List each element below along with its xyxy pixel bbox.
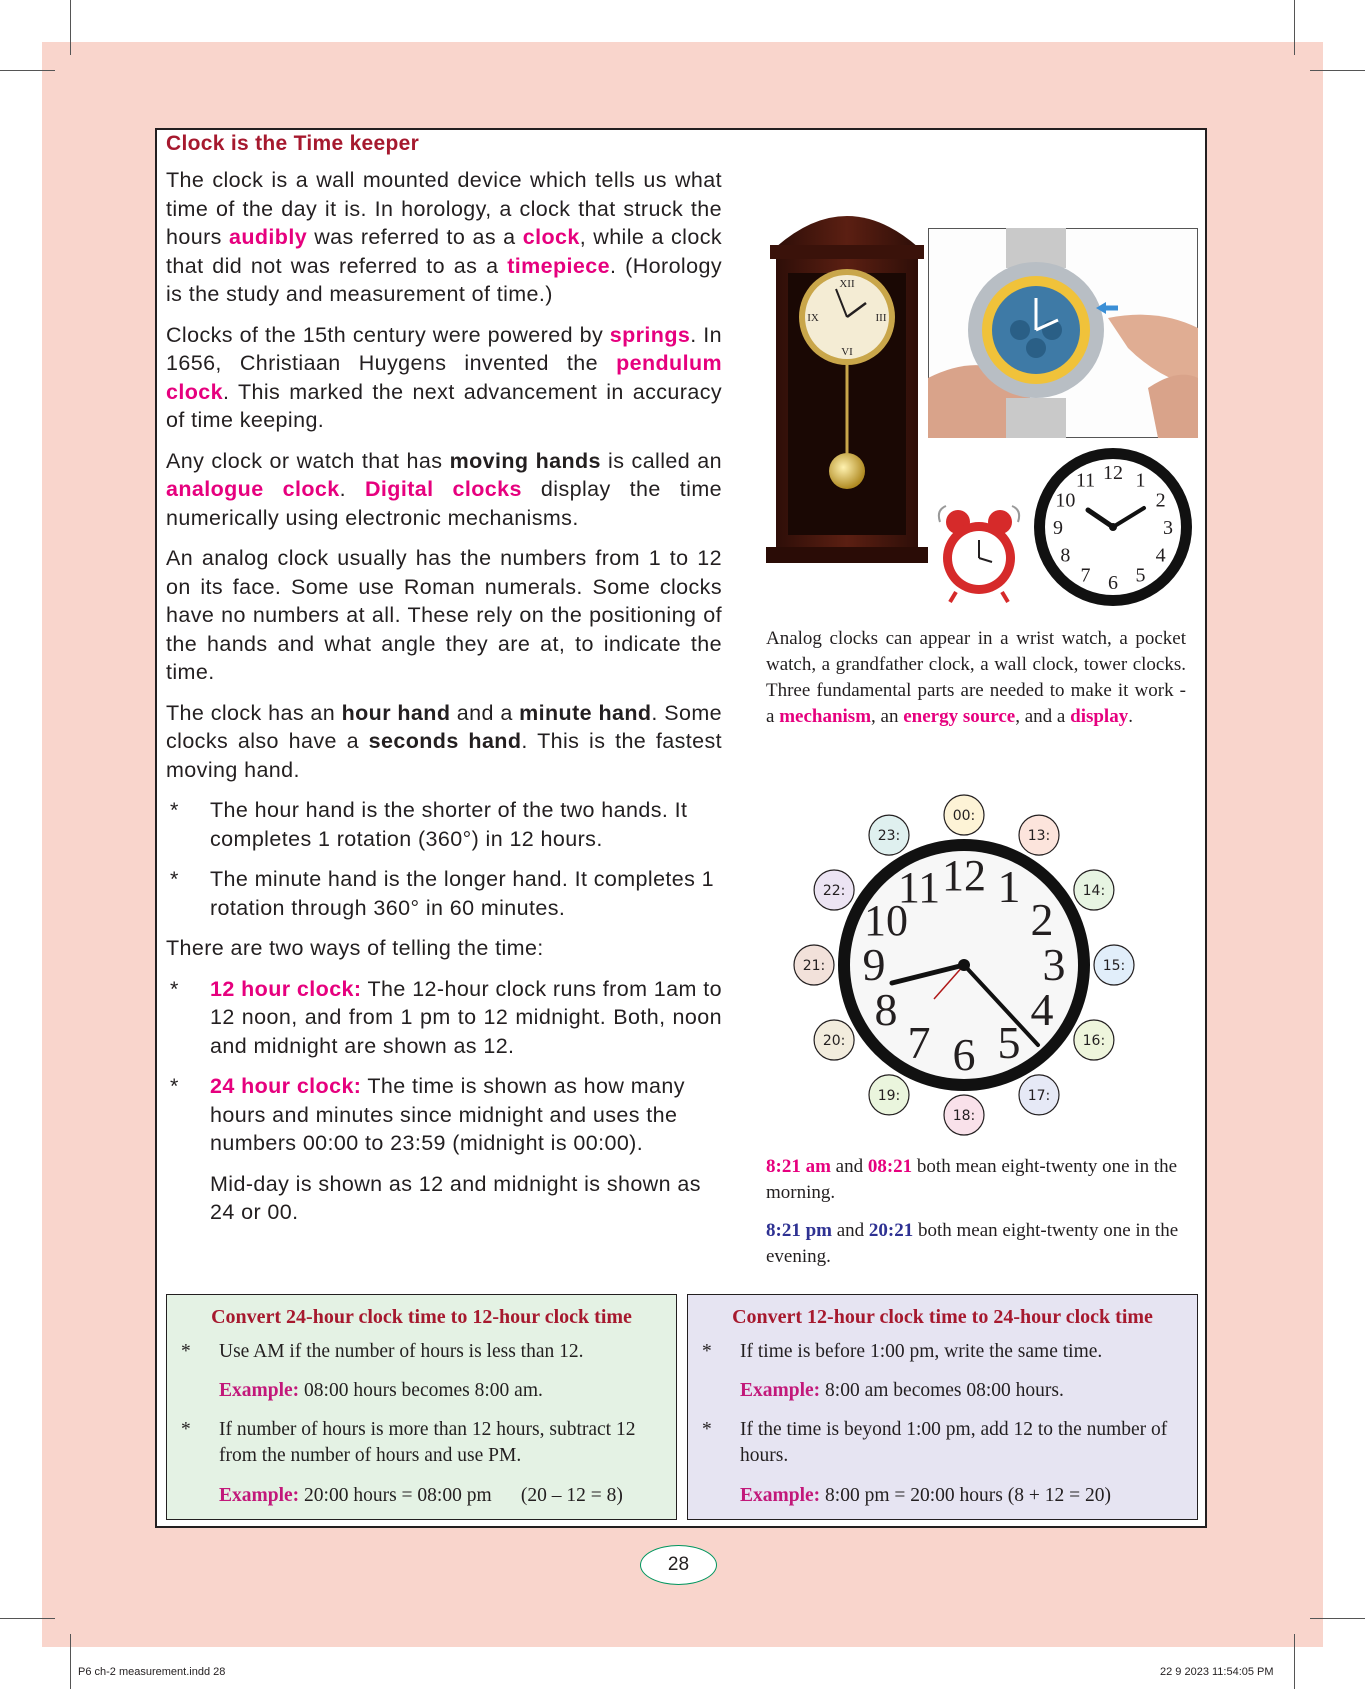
clock-numeral: 5: [997, 1016, 1021, 1068]
convert-right-example-1: Example: 8:00 am becomes 08:00 hours.: [740, 1380, 1064, 1401]
midday-note: Mid-day is shown as 12 and midnight is shown as 24 or 00.: [210, 1171, 701, 1224]
alarm-clock-illustration: [934, 500, 1024, 604]
bullet-12-hour: * 12 hour clock: The 12-hour clock runs from 1am to 12 noon, and from 1 pm to 12 midnight. Both, noon and midnight are shown as 12.: [170, 976, 722, 1058]
clock-numeral: 2: [1030, 894, 1054, 945]
24-hour-clock-diagram: [786, 787, 1142, 1143]
hour-badge: [1094, 945, 1134, 985]
svg-text:15:: 15:: [1102, 958, 1126, 974]
clock-numeral: 6: [952, 1029, 976, 1080]
hour-badge: [794, 945, 834, 985]
hour-badge: [1074, 870, 1114, 910]
svg-text:14:: 14:: [1082, 883, 1106, 899]
hour-badge: [1019, 815, 1059, 855]
svg-text:17:: 17:: [1027, 1087, 1051, 1104]
slug-file-info: P6 ch-2 measurement.indd 28: [78, 1666, 226, 1678]
clock-numeral: 10: [864, 896, 909, 945]
paragraph-history: Clocks of the 15th century were powered by springs. In 1656, Christiaan Huygens invented the pendulum clock. This marked the next advancement in accuracy of time keeping.: [166, 322, 722, 432]
svg-text:18:: 18:: [952, 1108, 976, 1124]
wall-clock-numeral: 10: [1055, 489, 1076, 512]
svg-text:22:: 22:: [822, 883, 846, 899]
wall-clock-numeral: 2: [1155, 489, 1166, 512]
hour-badge: [944, 1095, 984, 1135]
crop-mark: [1294, 0, 1295, 55]
svg-text:21:: 21:: [802, 958, 826, 974]
wall-clock-numeral: 12: [1103, 462, 1123, 484]
slug-date-info: 22 9 2023 11:54:05 PM: [1160, 1666, 1274, 1678]
convert-right-example-2: Example: 8:00 pm = 20:00 hours (8 + 12 = 20): [740, 1485, 1111, 1506]
svg-text:IX: IX: [807, 312, 819, 324]
wall-clock-numeral: 9: [1053, 517, 1063, 539]
hour-badge: [814, 1020, 854, 1060]
svg-text:23:: 23:: [877, 828, 901, 845]
convert-left-rule-2: * If number of hours is more than 12 hours, subtract 12 from the number of hours and use PM.: [181, 1419, 636, 1466]
clock-numeral: 12: [942, 851, 986, 900]
crop-mark: [1294, 1634, 1295, 1689]
clock-numeral: 1: [997, 861, 1021, 913]
wall-clock-numeral: 6: [1108, 572, 1118, 594]
svg-text:13:: 13:: [1027, 828, 1051, 845]
evening-time-note: 8:21 pm and 20:21 both mean eight-twenty one in the evening.: [766, 1220, 1179, 1267]
wall-clock-numeral: 7: [1080, 564, 1091, 587]
svg-text:20:: 20:: [822, 1033, 846, 1049]
clock-numeral: 3: [1042, 939, 1066, 990]
convert-right-title: Convert 12-hour clock time to 24-hour clock time: [732, 1306, 1153, 1328]
hour-badge: [869, 1075, 909, 1115]
svg-text:00:: 00:: [952, 808, 976, 824]
convert-left-example-1: Example: 08:00 hours becomes 8:00 am.: [219, 1380, 543, 1401]
convert-right-rule-1: * If time is before 1:00 pm, write the same time.: [702, 1341, 1103, 1362]
hour-badge: [1074, 1020, 1114, 1060]
wall-clock-numeral: 11: [1075, 469, 1096, 492]
crop-mark: [0, 1618, 55, 1619]
wall-clock-illustration: [1032, 446, 1194, 608]
crop-mark: [1310, 70, 1365, 71]
convert-left-title: Convert 24-hour clock time to 12-hour clock time: [211, 1306, 632, 1328]
crop-mark: [70, 0, 71, 55]
crop-mark: [0, 70, 55, 71]
hour-badge: [944, 795, 984, 835]
page-number: 28: [640, 1545, 717, 1585]
bullet-minute-hand: * The minute hand is the longer hand. It completes 1 rotation through 360° in 60 minutes.: [170, 867, 715, 920]
morning-time-note: 8:21 am and 08:21 both mean eight-twenty one in the morning.: [766, 1156, 1178, 1203]
hour-badge: [814, 870, 854, 910]
bullet-hour-hand: * The hour hand is the shorter of the two hands. It completes 1 rotation (360°) in 12 hours.: [170, 798, 688, 851]
wrist-watch-illustration: [928, 228, 1198, 438]
section-heading: Clock is the Time keeper: [166, 132, 420, 155]
convert-left-rule-1: * Use AM if the number of hours is less than 12.: [181, 1341, 584, 1362]
paragraph-two-ways: There are two ways of telling the time:: [166, 936, 544, 960]
svg-text:19:: 19:: [877, 1087, 901, 1104]
bullet-24-hour: * 24 hour clock: The time is shown as how many hours and minutes since midnight and uses the numbers 00:00 to 23:59 (midnight is 00:00). Mid-day is shown as 12 and midnight is shown as 24 or 00.: [166, 1072, 722, 1227]
clock-numeral: 7: [907, 1016, 931, 1068]
clock-numeral: 11: [897, 863, 941, 913]
hour-badge: [869, 815, 909, 855]
clock-numeral: 8: [874, 984, 898, 1035]
wall-clock-numeral: 3: [1163, 517, 1173, 539]
crop-mark: [70, 1634, 71, 1689]
wall-clock-numeral: 5: [1135, 564, 1146, 587]
svg-text:III: III: [875, 312, 887, 324]
svg-text:16:: 16:: [1082, 1033, 1106, 1049]
convert-12-to-24-box: [687, 1294, 1198, 1520]
paragraph-numerals: An analog clock usually has the numbers from 1 to 12 on its face. Some use Roman numerals. Some clocks have no numbers at all. These rely on the positioning of the hands and what angle they are at, to indicate the time.: [166, 546, 722, 684]
wall-clock-numeral: 4: [1155, 544, 1166, 567]
main-text-column: [166, 132, 722, 1239]
convert-right-rule-2: * If the time is beyond 1:00 pm, add 12 to the number of hours.: [702, 1419, 1168, 1466]
hour-badge: [1019, 1075, 1059, 1115]
analog-clocks-caption: Analog clocks can appear in a wrist watch, a pocket watch, a grandfather clock, a wall clock, tower clocks. Three fundamental parts are needed to make it work - a mechanism, an energy source, and a display.: [766, 628, 1186, 727]
convert-24-to-12-box: [166, 1294, 677, 1520]
convert-left-example-2: Example: 20:00 hours = 08:00 pm (20 – 12 = 8): [219, 1485, 623, 1506]
wall-clock-numeral: 1: [1135, 469, 1146, 492]
svg-text:XII: XII: [839, 278, 855, 290]
paragraph-clock-definition: The clock is a wall mounted device which tells us what time of the day it is. In horology, a clock that struck the hours audibly was referred to as a clock, while a clock that did not was referred to as a timepiece. (Horology is the study and measurement of time.): [166, 168, 722, 306]
clock-numeral: 9: [862, 939, 886, 990]
paragraph-analogue-digital: Any clock or watch that has moving hands is called an analogue clock. Digital clocks display the time numerically using electronic mechanisms.: [166, 448, 722, 530]
svg-text:VI: VI: [841, 346, 853, 358]
crop-mark: [1310, 1618, 1365, 1619]
paragraph-hands: The clock has an hour hand and a minute hand. Some clocks also have a seconds hand. This is the fastest moving hand.: [166, 700, 723, 782]
clock-numeral: 4: [1030, 984, 1054, 1035]
pendulum-clock-illustration: [766, 195, 928, 567]
wall-clock-numeral: 8: [1060, 544, 1071, 567]
